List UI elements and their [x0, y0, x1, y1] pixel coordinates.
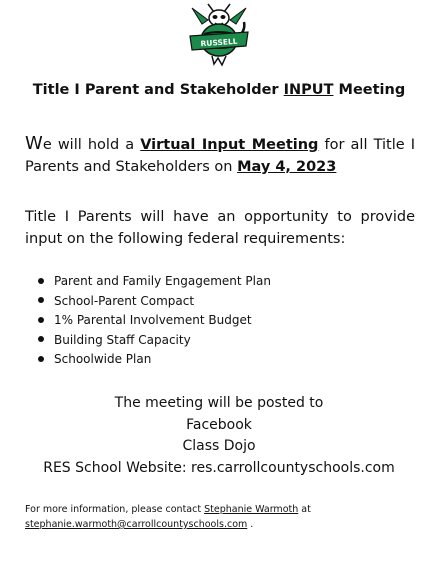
contact-line [25, 502, 311, 517]
contact-email-link[interactable]: stephanie.warmoth@carrollcountyschools.com [25, 519, 248, 530]
bullet-icon [38, 336, 44, 342]
posting-intro: The meeting will be posted to [114, 395, 324, 411]
title-text-after: Meeting [333, 82, 406, 98]
meeting-date: May 4, 2023 [237, 159, 337, 175]
contact-at: at [298, 504, 311, 515]
list-item [38, 350, 271, 370]
bullet-icon [38, 297, 44, 303]
list-item [38, 292, 271, 312]
bullet-icon [38, 356, 44, 362]
virtual-meeting-label: Virtual Input Meeting [140, 137, 319, 153]
requirement-label: 1% Parental Involvement Budget [54, 313, 252, 327]
requirement-label: Building Staff Capacity [54, 332, 191, 347]
posting-facebook: Facebook [186, 416, 252, 433]
school-mascot-logo [184, 2, 254, 68]
meeting-announcement [25, 133, 415, 178]
bullet-icon [38, 278, 44, 284]
posting-school-website: RES School Website: res.carrollcountyschools.com [43, 459, 395, 476]
list-item [38, 311, 271, 331]
bullet-icon [38, 317, 44, 323]
requirement-label: Parent and Family Engagement Plan [54, 274, 271, 288]
list-item [38, 331, 271, 351]
logo-banner-text: RUSSELL [200, 36, 238, 49]
email-line [25, 517, 311, 532]
page-title [0, 82, 438, 98]
posting-locations [0, 393, 438, 479]
requirements-list [38, 272, 271, 370]
contact-text: For more information, please contact [25, 504, 205, 515]
announcement-text-2: for all Title I Parents and Stakeholders on [25, 137, 416, 175]
requirements-intro: Title I Parents will have an opportunity to provide input on the following federal requirements: [25, 209, 415, 247]
announcement-text-1: e will hold a [42, 137, 141, 153]
list-item [38, 272, 271, 292]
requirement-label: Schoolwide Plan [54, 352, 152, 366]
contact-name-link[interactable]: Stephanie Warmoth [204, 504, 299, 515]
title-text-before: Title I Parent and Stakeholder [32, 82, 284, 98]
contact-footer [25, 502, 311, 532]
requirement-label: School-Parent Compact [54, 293, 195, 308]
posting-class-dojo: Class Dojo [182, 438, 256, 454]
announcement-first-letter: W [25, 133, 43, 154]
email-trailing: . [247, 519, 254, 530]
title-underlined-word: INPUT [283, 82, 334, 98]
